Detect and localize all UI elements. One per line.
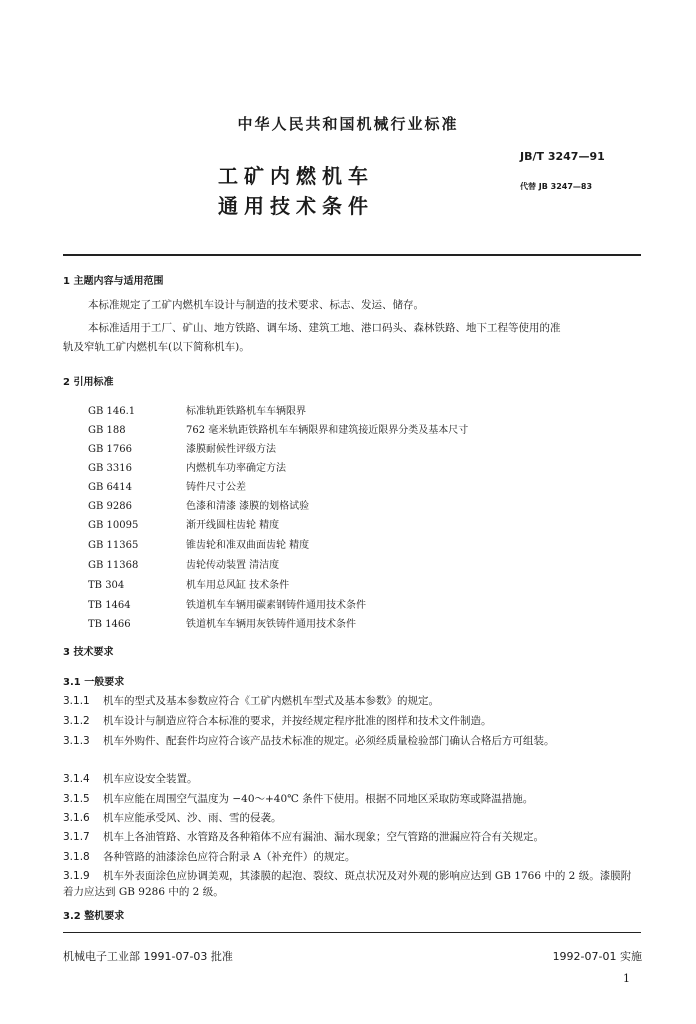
section-3-heading: 3 技术要求: [63, 647, 114, 658]
clause-number: 3.1.4: [63, 773, 90, 785]
reference-row: [88, 615, 356, 630]
reference-code: GB 10095: [88, 520, 139, 531]
section-1-para2b: 轨及窄轨工矿内燃机车(以下简称机车)。: [63, 341, 250, 353]
reference-code: GB 11365: [88, 540, 139, 551]
reference-title: 锥齿轮和准双曲面齿轮 精度: [186, 540, 310, 551]
approval-date: 机械电子工业部 1991-07-03 批准: [63, 950, 233, 963]
clause-text: 机车的型式及基本参数应符合《工矿内燃机车型式及基本参数》的规定。: [103, 695, 439, 707]
reference-row: [88, 440, 276, 455]
clause-text: 机车应能承受风、沙、雨、雪的侵袭。: [103, 812, 282, 824]
clause-item: [63, 713, 641, 729]
reference-row: [88, 516, 279, 531]
clause-item: [63, 849, 641, 865]
reference-title: 色漆和清漆 漆膜的划格试验: [186, 501, 310, 512]
clause-text: 机车上各油管路、水管路及各种箱体不应有漏油、漏水现象；空气管路的泄漏应符合有关规定。: [103, 831, 544, 843]
subsection-3-1-heading: 3.1 一般要求: [63, 677, 125, 688]
reference-row: [88, 596, 366, 611]
reference-title: 漆膜耐候性评级方法: [186, 444, 276, 455]
clause-number: 3.1.5: [63, 793, 90, 805]
page-number: 1: [623, 972, 630, 985]
section-1-para2a: 本标准适用于工厂、矿山、地方铁路、调车场、建筑工地、港口码头、森林铁路、地下工程等使用的准: [88, 322, 561, 334]
implementation-date: 1992-07-01 实施: [552, 950, 642, 963]
reference-code: TB 1466: [88, 619, 131, 630]
document-title-line2: 通用技术条件: [218, 194, 374, 218]
reference-row: [88, 402, 306, 417]
reference-row: [88, 497, 309, 512]
reference-code: GB 3316: [88, 463, 132, 474]
clause-item: [63, 693, 641, 709]
issuing-organization: 中华人民共和国机械行业标准: [237, 115, 459, 133]
replaces-standard: 代替 JB 3247—83: [520, 182, 593, 191]
reference-title: 铸件尺寸公差: [186, 482, 246, 493]
reference-row: [88, 556, 279, 571]
subsection-3-2-heading: 3.2 整机要求: [63, 911, 125, 922]
section-1-heading: 1 主题内容与适用范围: [63, 276, 164, 287]
clause-item: [63, 810, 641, 826]
reference-title: 渐开线圆柱齿轮 精度: [186, 520, 280, 531]
reference-code: GB 146.1: [88, 406, 136, 417]
clause-item: [63, 829, 641, 845]
reference-row: [88, 576, 289, 591]
clause-number: 3.1.3: [63, 735, 90, 747]
clause-item: [63, 733, 641, 749]
reference-code: TB 304: [88, 580, 125, 591]
reference-row: [88, 536, 309, 551]
clause-number: 3.1.1: [63, 695, 90, 707]
clause-item: [63, 868, 641, 900]
clause-item: [63, 771, 641, 787]
reference-title: 内燃机车功率确定方法: [186, 463, 286, 474]
reference-code: GB 1766: [88, 444, 132, 455]
document-title-line1: 工矿内燃机车: [218, 164, 374, 188]
clause-number: 3.1.2: [63, 715, 90, 727]
reference-title: 铁道机车车辆用碳素钢铸件通用技术条件: [186, 600, 366, 611]
reference-title: 齿轮传动装置 清洁度: [186, 560, 280, 571]
clause-number: 3.1.8: [63, 851, 90, 863]
clause-number: 3.1.7: [63, 831, 90, 843]
reference-code: GB 9286: [88, 501, 132, 512]
clause-text: 机车外表面涂色应协调美观，其漆膜的起泡、裂纹、斑点状况及对外观的影响应达到 GB 1766 中的 2 级。漆膜附着力应达到 GB 9286 中的 2 级。: [63, 870, 632, 898]
clause-text: 机车设计与制造应符合本标准的要求，并按经规定程序批准的图样和技术文件制造。: [103, 715, 492, 727]
clause-text: 机车外购件、配套件均应符合该产品技术标准的规定。必须经质量检验部门确认合格后方可组装。: [103, 735, 555, 747]
footer-divider: [63, 932, 641, 933]
reference-row: [88, 459, 286, 474]
reference-code: GB 188: [88, 425, 126, 436]
reference-title: 机车用总风缸 技术条件: [186, 580, 290, 591]
clause-text: 机车应能在周围空气温度为 −40～+40℃ 条件下使用。根据不同地区采取防寒或降温措施。: [103, 793, 534, 805]
standard-number: JB/T 3247—91: [520, 150, 605, 163]
reference-code: GB 11368: [88, 560, 139, 571]
clause-text: 机车应设安全装置。: [103, 773, 198, 785]
clause-number: 3.1.6: [63, 812, 90, 824]
reference-title: 铁道机车车辆用灰铁铸件通用技术条件: [186, 619, 356, 630]
reference-code: TB 1464: [88, 600, 131, 611]
header-divider: [63, 254, 641, 256]
reference-row: [88, 478, 246, 493]
reference-row: [88, 421, 468, 436]
reference-code: GB 6414: [88, 482, 132, 493]
section-2-heading: 2 引用标准: [63, 377, 114, 388]
reference-title: 762 毫米轨距铁路机车车辆限界和建筑接近限界分类及基本尺寸: [186, 425, 469, 436]
clause-item: [63, 791, 641, 807]
section-1-para1: 本标准规定了工矿内燃机车设计与制造的技术要求、标志、发运、储存。: [88, 299, 424, 311]
clause-text: 各种管路的油漆涂色应符合附录 A（补充件）的规定。: [103, 851, 356, 863]
reference-title: 标准轨距铁路机车车辆限界: [186, 406, 306, 417]
clause-number: 3.1.9: [63, 870, 90, 882]
